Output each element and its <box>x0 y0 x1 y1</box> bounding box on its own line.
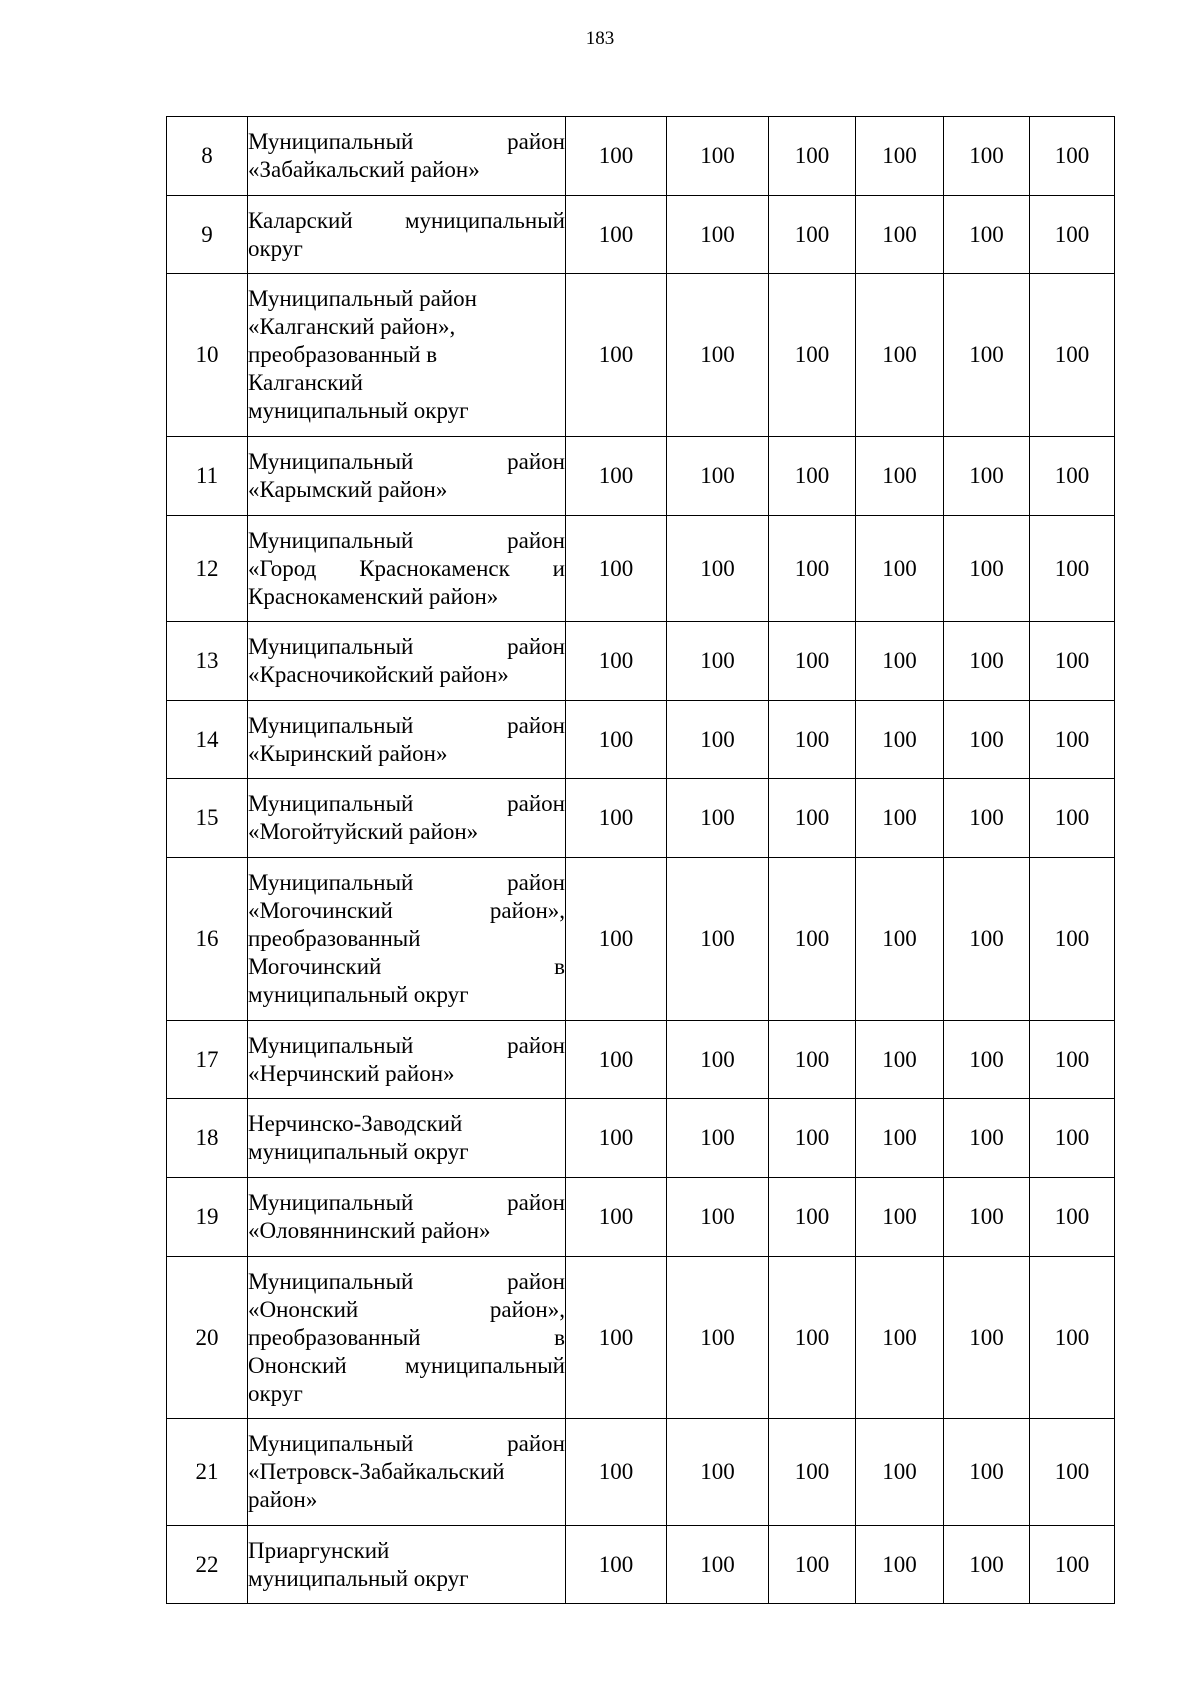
value-cell: 100 <box>944 1257 1030 1419</box>
row-number: 15 <box>167 779 248 858</box>
value-cell: 100 <box>769 1526 856 1604</box>
value-cell: 100 <box>856 196 944 274</box>
value-cell: 100 <box>667 1419 769 1526</box>
name-line: Муниципальный район <box>248 634 565 659</box>
value-cell: 100 <box>1030 1178 1115 1257</box>
value-cell: 100 <box>856 1526 944 1604</box>
name-line: Муниципальный район <box>248 1190 565 1215</box>
row-number: 13 <box>167 622 248 701</box>
name-line: Муниципальный район <box>248 1431 565 1456</box>
name-line: Могочинский в <box>248 954 565 979</box>
name-line: «Забайкальский район» <box>248 157 480 182</box>
municipality-name <box>248 779 566 858</box>
value-cell: 100 <box>566 117 667 196</box>
table-row <box>167 1419 1115 1526</box>
name-line: «Могойтуйский район» <box>248 819 479 844</box>
table-row <box>167 1257 1115 1419</box>
value-cell: 100 <box>856 858 944 1021</box>
value-cell: 100 <box>769 701 856 779</box>
row-number: 8 <box>167 117 248 196</box>
name-line: муниципальный округ <box>248 982 469 1007</box>
value-cell: 100 <box>769 1178 856 1257</box>
name-line: округ <box>248 1380 303 1406</box>
name-line: «Ононский район», <box>248 1296 565 1322</box>
table-row <box>167 622 1115 701</box>
value-cell: 100 <box>944 274 1030 437</box>
value-cell: 100 <box>769 1021 856 1099</box>
name-line: Муниципальный район <box>248 1268 565 1294</box>
value-cell: 100 <box>769 1257 856 1419</box>
name-line: преобразованный в <box>248 342 438 367</box>
value-cell: 100 <box>856 701 944 779</box>
value-cell: 100 <box>856 274 944 437</box>
value-cell: 100 <box>856 779 944 858</box>
table-row <box>167 779 1115 858</box>
value-cell: 100 <box>944 1178 1030 1257</box>
municipality-name <box>248 1099 566 1178</box>
municipality-name <box>248 1419 566 1526</box>
value-cell: 100 <box>667 779 769 858</box>
municipality-name <box>248 622 566 701</box>
value-cell: 100 <box>566 516 667 622</box>
value-cell: 100 <box>667 196 769 274</box>
name-line: преобразованный <box>248 926 421 951</box>
value-cell: 100 <box>1030 1099 1115 1178</box>
municipality-name <box>248 274 566 437</box>
municipality-name <box>248 1526 566 1604</box>
value-cell: 100 <box>944 117 1030 196</box>
name-line: Муниципальный район <box>248 791 565 816</box>
table-row <box>167 1178 1115 1257</box>
row-number: 22 <box>167 1526 248 1604</box>
table-row <box>167 274 1115 437</box>
value-cell: 100 <box>566 1021 667 1099</box>
value-cell: 100 <box>1030 117 1115 196</box>
value-cell: 100 <box>856 1178 944 1257</box>
value-cell: 100 <box>769 516 856 622</box>
page-number: 183 <box>585 28 615 49</box>
value-cell: 100 <box>856 1419 944 1526</box>
value-cell: 100 <box>566 1099 667 1178</box>
value-cell: 100 <box>769 858 856 1021</box>
name-line: «Кыринский район» <box>248 740 448 766</box>
row-number: 16 <box>167 858 248 1021</box>
value-cell: 100 <box>944 196 1030 274</box>
name-line: Муниципальный район <box>248 870 565 895</box>
value-cell: 100 <box>566 437 667 516</box>
value-cell: 100 <box>566 779 667 858</box>
value-cell: 100 <box>944 437 1030 516</box>
value-cell: 100 <box>667 516 769 622</box>
value-cell: 100 <box>667 622 769 701</box>
municipality-name <box>248 117 566 196</box>
row-number: 11 <box>167 437 248 516</box>
value-cell: 100 <box>856 1099 944 1178</box>
name-line: «Город Краснокаменск и <box>248 555 565 581</box>
name-line: Ононский муниципальный <box>248 1352 565 1378</box>
value-cell: 100 <box>856 1021 944 1099</box>
row-number: 18 <box>167 1099 248 1178</box>
name-line: Приаргунский <box>248 1537 390 1563</box>
name-line: «Карымский район» <box>248 477 448 502</box>
value-cell: 100 <box>1030 701 1115 779</box>
table-row <box>167 196 1115 274</box>
name-line: Каларский муниципальный <box>248 207 565 233</box>
municipality-name <box>248 701 566 779</box>
value-cell: 100 <box>856 622 944 701</box>
value-cell: 100 <box>769 779 856 858</box>
value-cell: 100 <box>667 1099 769 1178</box>
value-cell: 100 <box>566 701 667 779</box>
value-cell: 100 <box>566 858 667 1021</box>
value-cell: 100 <box>944 1526 1030 1604</box>
name-line: «Нерчинский район» <box>248 1060 455 1086</box>
name-line: «Калганский район», <box>248 314 456 339</box>
value-cell: 100 <box>944 858 1030 1021</box>
value-cell: 100 <box>769 196 856 274</box>
name-line: Калганский <box>248 370 363 395</box>
name-line: Муниципальный район <box>248 1032 565 1058</box>
name-line: преобразованный в <box>248 1324 565 1350</box>
table-row <box>167 1099 1115 1178</box>
value-cell: 100 <box>769 622 856 701</box>
value-cell: 100 <box>1030 1526 1115 1604</box>
value-cell: 100 <box>566 622 667 701</box>
value-cell: 100 <box>1030 196 1115 274</box>
value-cell: 100 <box>1030 1419 1115 1526</box>
value-cell: 100 <box>667 1178 769 1257</box>
municipality-name <box>248 516 566 622</box>
value-cell: 100 <box>1030 622 1115 701</box>
name-line: муниципальный округ <box>248 1565 469 1591</box>
row-number: 17 <box>167 1021 248 1099</box>
value-cell: 100 <box>769 1419 856 1526</box>
value-cell: 100 <box>1030 779 1115 858</box>
value-cell: 100 <box>1030 437 1115 516</box>
name-line: «Петровск-Забайкальский <box>248 1459 505 1484</box>
table-row <box>167 858 1115 1021</box>
value-cell: 100 <box>944 1099 1030 1178</box>
value-cell: 100 <box>1030 858 1115 1021</box>
value-cell: 100 <box>566 1419 667 1526</box>
name-line: Муниципальный район <box>248 527 565 553</box>
value-cell: 100 <box>667 274 769 437</box>
value-cell: 100 <box>1030 516 1115 622</box>
row-number: 14 <box>167 701 248 779</box>
value-cell: 100 <box>856 117 944 196</box>
value-cell: 100 <box>566 1526 667 1604</box>
value-cell: 100 <box>856 437 944 516</box>
value-cell: 100 <box>944 516 1030 622</box>
name-line: «Красночикойский район» <box>248 662 509 687</box>
name-line: Муниципальный район <box>248 449 565 474</box>
name-line: округ <box>248 235 303 261</box>
value-cell: 100 <box>566 1178 667 1257</box>
row-number: 19 <box>167 1178 248 1257</box>
municipality-name <box>248 1021 566 1099</box>
value-cell: 100 <box>769 1099 856 1178</box>
row-number: 21 <box>167 1419 248 1526</box>
value-cell: 100 <box>667 1257 769 1419</box>
name-line: «Оловяннинский район» <box>248 1218 491 1243</box>
value-cell: 100 <box>667 437 769 516</box>
municipality-name <box>248 1257 566 1419</box>
value-cell: 100 <box>944 701 1030 779</box>
value-cell: 100 <box>1030 1257 1115 1419</box>
value-cell: 100 <box>856 516 944 622</box>
name-line: муниципальный округ <box>248 1139 469 1164</box>
value-cell: 100 <box>1030 274 1115 437</box>
value-cell: 100 <box>667 117 769 196</box>
value-cell: 100 <box>944 779 1030 858</box>
name-line: Краснокаменский район» <box>248 583 499 609</box>
municipality-name <box>248 858 566 1021</box>
value-cell: 100 <box>944 1021 1030 1099</box>
value-cell: 100 <box>566 274 667 437</box>
table-row <box>167 1021 1115 1099</box>
value-cell: 100 <box>667 701 769 779</box>
row-number: 10 <box>167 274 248 437</box>
value-cell: 100 <box>944 622 1030 701</box>
row-number: 12 <box>167 516 248 622</box>
name-line: муниципальный округ <box>248 398 469 423</box>
name-line: Муниципальный район <box>248 129 565 154</box>
name-line: Муниципальный район <box>248 286 477 311</box>
value-cell: 100 <box>769 117 856 196</box>
value-cell: 100 <box>667 1021 769 1099</box>
municipality-name <box>248 437 566 516</box>
table-row <box>167 117 1115 196</box>
name-line: Муниципальный район <box>248 712 565 738</box>
row-number: 20 <box>167 1257 248 1419</box>
row-number: 9 <box>167 196 248 274</box>
value-cell: 100 <box>1030 1021 1115 1099</box>
value-cell: 100 <box>566 196 667 274</box>
municipality-name <box>248 196 566 274</box>
data-table <box>166 116 1115 1604</box>
municipality-name <box>248 1178 566 1257</box>
table-row <box>167 1526 1115 1604</box>
value-cell: 100 <box>667 858 769 1021</box>
value-cell: 100 <box>856 1257 944 1419</box>
name-line: район» <box>248 1487 318 1512</box>
value-cell: 100 <box>667 1526 769 1604</box>
table-row <box>167 701 1115 779</box>
value-cell: 100 <box>769 274 856 437</box>
value-cell: 100 <box>566 1257 667 1419</box>
value-cell: 100 <box>944 1419 1030 1526</box>
value-cell: 100 <box>769 437 856 516</box>
table-row <box>167 516 1115 622</box>
table-row <box>167 437 1115 516</box>
name-line: Нерчинско-Заводский <box>248 1111 463 1136</box>
name-line: «Могочинский район», <box>248 898 565 923</box>
